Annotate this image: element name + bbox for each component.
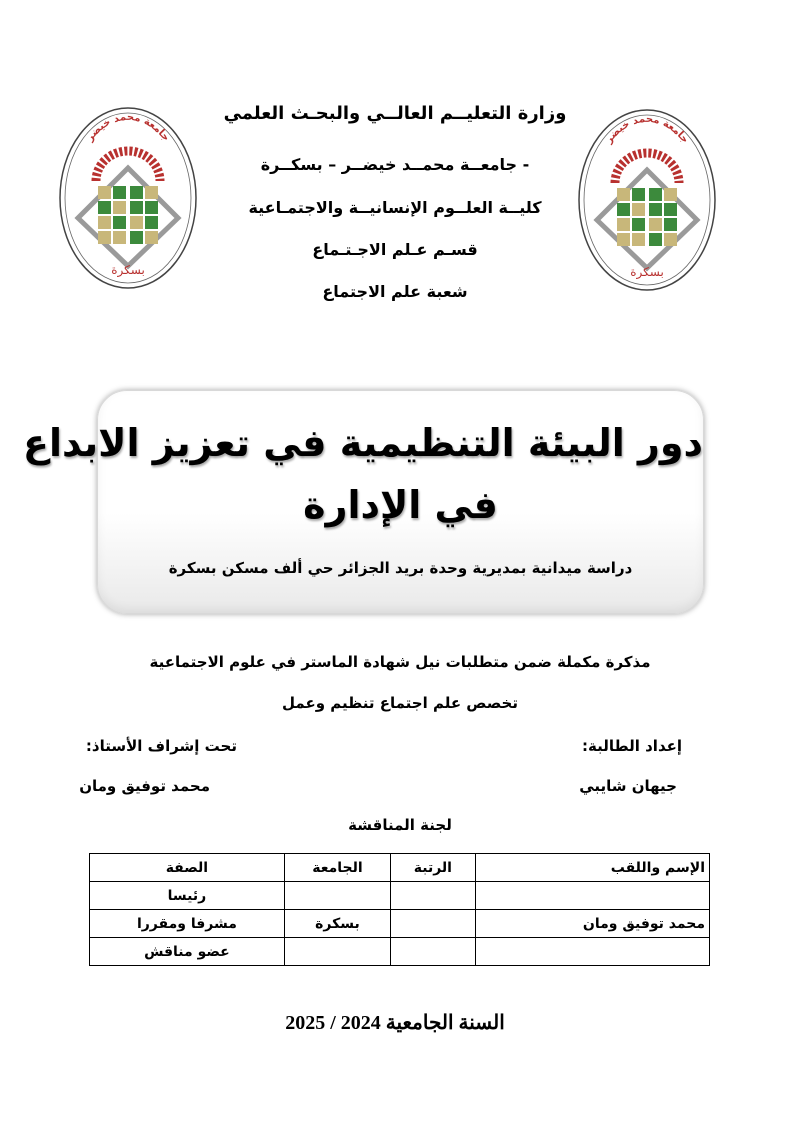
committee-table xyxy=(89,853,710,966)
academic-year xyxy=(200,1010,590,1035)
academic-year-value: 2025 / 2024 xyxy=(285,1012,381,1034)
branch-name: شعبة علم الاجتماع xyxy=(322,282,468,301)
header-name: الإسم واللقب xyxy=(475,854,709,882)
header-rank: الرتبة xyxy=(391,854,475,882)
university-seal-icon xyxy=(58,106,198,290)
supervisor-label: تحت إشراف الأستاذ: xyxy=(85,737,237,755)
cell-university: بسكرة xyxy=(284,910,390,938)
university-seal-icon xyxy=(577,108,717,292)
logo-top-text: جامعة محمد خيضر xyxy=(603,113,691,146)
table-row xyxy=(90,882,710,910)
cell-rank xyxy=(391,910,475,938)
table-header-row xyxy=(90,854,710,882)
cell-university xyxy=(284,882,390,910)
logo-bottom-text: بسكرة xyxy=(111,263,145,277)
cell-role: عضو مناقش xyxy=(90,938,285,966)
university-name: - جامعــة محمــد خيضــر – بسكــرة xyxy=(260,155,530,174)
thesis-title-line2: في الإدارة xyxy=(303,483,498,527)
university-logo-right xyxy=(577,108,717,292)
cell-rank xyxy=(391,882,475,910)
thesis-title-line1: دور البيئة التنظيمية في تعزيز الابداع xyxy=(22,421,703,465)
header-role: الصفة xyxy=(90,854,285,882)
ministry-name: وزارة التعليــم العالــي والبحـث العلمي xyxy=(223,103,567,124)
cell-rank xyxy=(391,938,475,966)
cell-role: مشرفا ومقررا xyxy=(90,910,285,938)
table-row xyxy=(90,938,710,966)
header-university: الجامعة xyxy=(284,854,390,882)
logo-top-text: جامعة محمد خيضر xyxy=(84,111,172,144)
academic-year-label: السنة الجامعية xyxy=(385,1012,505,1034)
student-name: جيهان شايبي xyxy=(579,777,677,795)
faculty-name: كليــة العلــوم الإنسانيــة والاجتمـاعية xyxy=(248,198,542,217)
student-label: إعداد الطالبة: xyxy=(582,737,682,755)
thesis-title-box xyxy=(22,390,704,614)
memo-specialty: تخصص علم اجتماع تنظيم وعمل xyxy=(282,694,518,712)
cell-name xyxy=(475,882,709,910)
logo-bottom-text: بسكرة xyxy=(630,265,664,279)
cell-name: محمد توفيق ومان xyxy=(475,910,709,938)
thesis-subtitle: دراسة ميدانية بمديرية وحدة بريد الجزائر حي ألف مسكن بسكرة xyxy=(168,559,633,577)
department-name: قسـم عـلم الاجـتـماع xyxy=(312,240,478,259)
cell-role: رئيسا xyxy=(90,882,285,910)
university-logo-left xyxy=(58,106,198,290)
supervisor-name: محمد توفيق ومان xyxy=(79,777,210,795)
memo-purpose: مذكرة مكملة ضمن متطلبات نيل شهادة الماستر في علوم الاجتماعية xyxy=(149,653,651,671)
table-row xyxy=(90,910,710,938)
cell-name xyxy=(475,938,709,966)
cell-university xyxy=(284,938,390,966)
committee-title: لجنة المناقشة xyxy=(348,816,452,834)
